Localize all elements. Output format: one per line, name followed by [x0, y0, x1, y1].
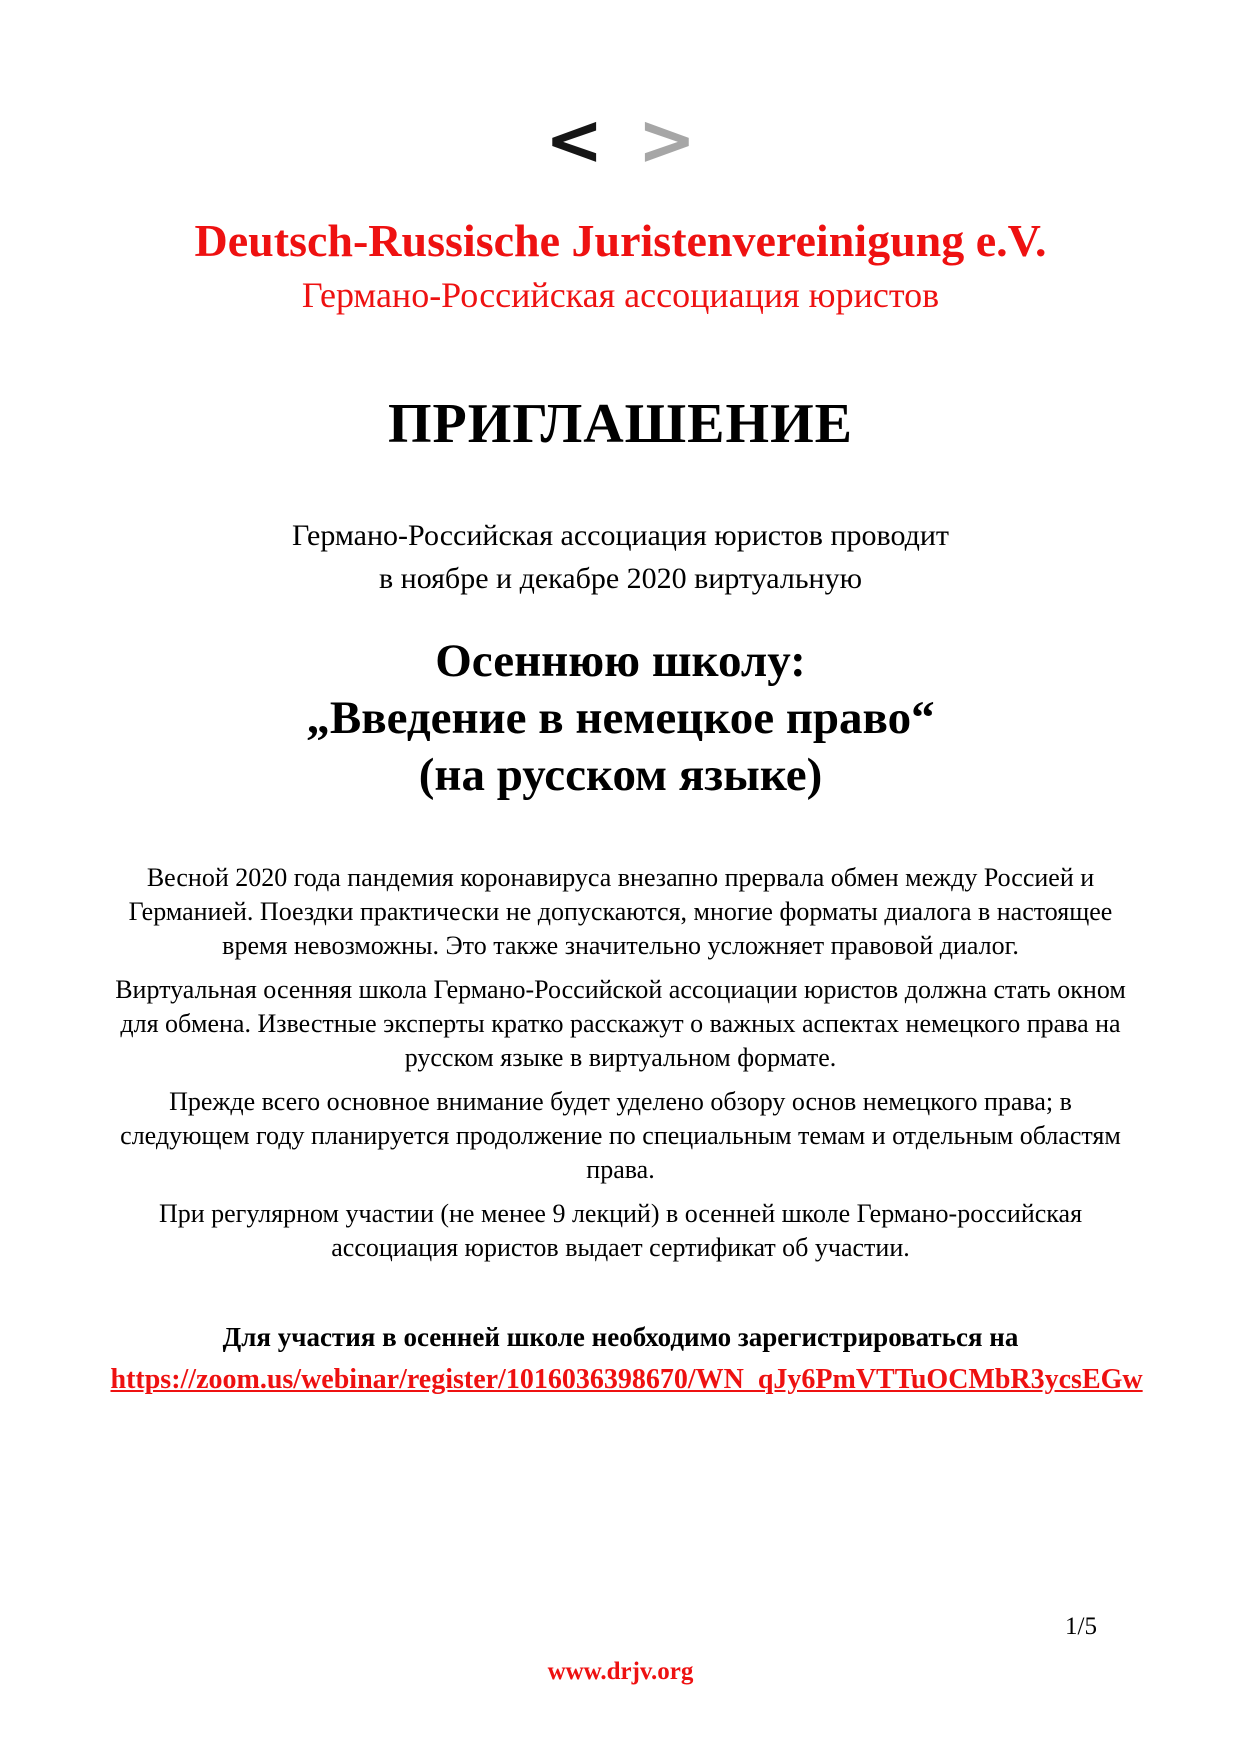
drjv-logo [111, 0, 1131, 180]
registration-note: Для участия в осенней школе необходимо зарегистрироваться на [222, 1322, 1019, 1352]
intro-line-2: в ноябре и декабре 2020 виртуальную [378, 562, 863, 595]
body-paragraph: Виртуальная осенняя школа Германо-Российской ассоциации юристов должна стать окном для обмена. Известные эксперты кратко расскажут о важных аспектах немецкого права на русском языке в виртуальном формате. [115, 975, 1126, 1072]
invitation-title: ПРИГЛАШЕНИЕ [388, 393, 853, 455]
org-name-german: Deutsch-Russische Juristenvereinigung e.V. [194, 215, 1047, 266]
body-paragraph: При регулярном участии (не менее 9 лекций) в осенней школе Германо-российская ассоциация юристов выдает сертификат об участии. [158, 1199, 1083, 1262]
school-title-line-2: „Введение в немецкое право“ [306, 692, 935, 744]
footer [0, 1658, 1241, 1686]
site-link[interactable]: www.drjv.org [547, 1658, 694, 1685]
page-number: 1/5 [1065, 1613, 1097, 1640]
body-paragraph: Прежде всего основное внимание будет уделено обзору основ немецкого права; в следующем году планируется продолжение по специальным темам и отдельным областям права. [120, 1087, 1121, 1184]
angle-right-icon: > [637, 99, 697, 181]
school-title-line-3: (на русском языке) [418, 749, 823, 801]
body-text [111, 861, 1131, 1265]
school-title-line-1: Осеннюю школу: [435, 635, 806, 687]
registration-link[interactable]: https://zoom.us/webinar/register/1016036398670/WN_qJy6PmVTTuOCMbR3ycsEGw [110, 1364, 1143, 1395]
angle-left-icon: < [544, 99, 604, 181]
intro-text [111, 514, 1131, 600]
document-content [110, 0, 1143, 1398]
org-name-russian: Германо-Российская ассоциация юристов [301, 275, 940, 315]
school-title [111, 633, 1131, 804]
body-paragraph: Весной 2020 года пандемия коронавируса внезапно прервала обмен между Россией и Германией. Поездки практически не допускаются, многие форматы диалога в настоящее время невозможны. Это также значительно усложняет правовой диалог. [128, 863, 1113, 960]
intro-line-1: Германо-Российская ассоциация юристов проводит [291, 519, 950, 552]
registration-section [110, 1320, 1143, 1398]
